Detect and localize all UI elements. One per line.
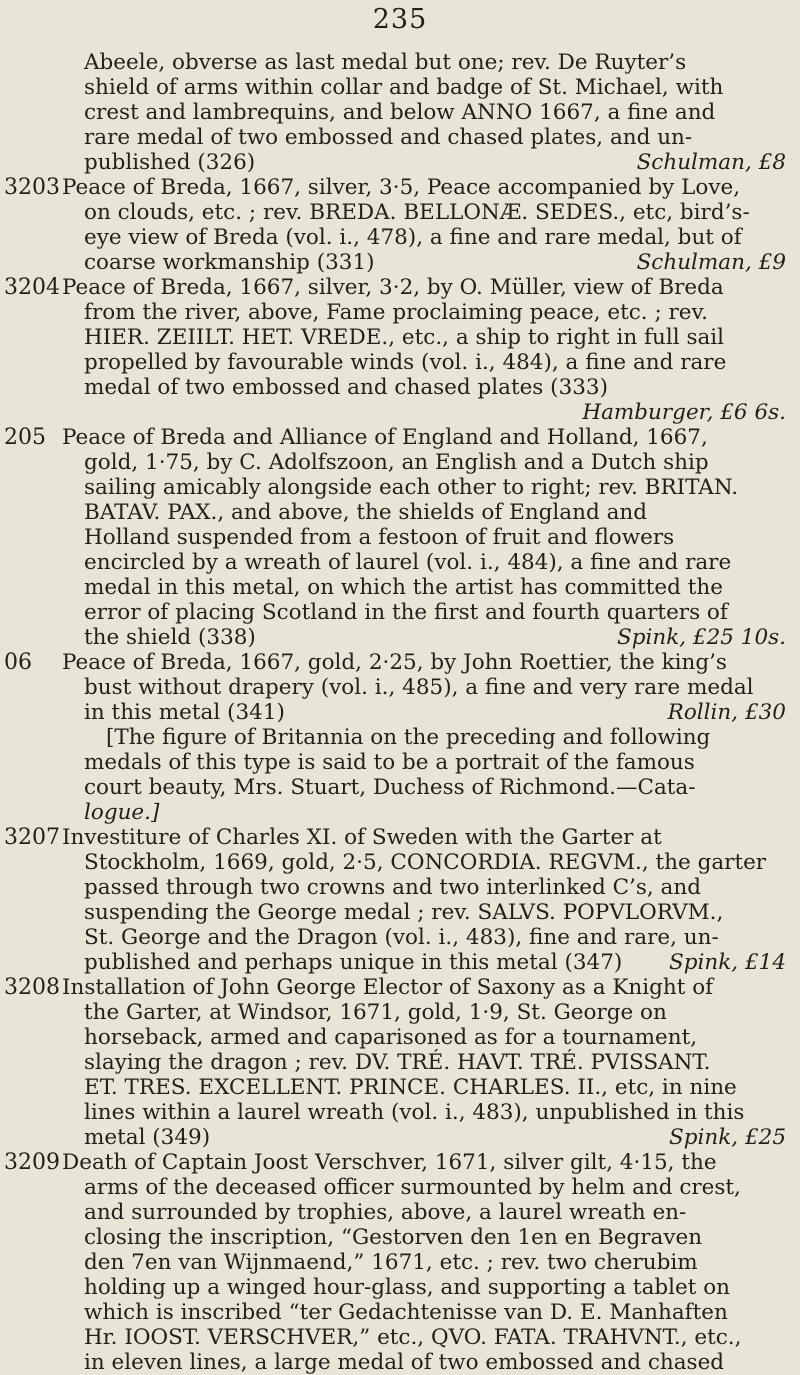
entry-line: on clouds, etc. ; rev. BREDA. BELLONÆ. SEDES., etc, bird’s- (84, 200, 750, 225)
final-line: published (326) (84, 150, 256, 175)
entry-line: BATAV. PAX., and above, the shields of England and (84, 500, 647, 525)
lot-number: 3203 (4, 175, 60, 200)
entry-line: lines within a laurel wreath (vol. i., 483), unpublished in this (84, 1100, 745, 1125)
price-row (62, 400, 786, 425)
final-line: the shield (338) (84, 625, 256, 650)
entry-line: passed through two crowns and two interlinked C’s, and (84, 875, 701, 900)
entry-line: ET. TRES. EXCELLENT. PRINCE. CHARLES. II., etc, in nine (84, 1075, 737, 1100)
catalogue-entry (0, 650, 800, 825)
entry-line: crest and lambrequins, and below ANNO 1667, a fine and (84, 100, 716, 125)
lot-number: 3207 (4, 825, 60, 850)
entry-line: Peace of Breda and Alliance of England and Holland, 1667, (62, 425, 708, 450)
entry-line: Peace of Breda, 1667, silver, 3·5, Peace accompanied by Love, (62, 175, 741, 200)
catalogue-entry (0, 425, 800, 650)
entry-line: sailing amicably alongside each other to right; rev. BRITAN. (84, 475, 739, 500)
catalogue-entries (0, 50, 800, 1375)
entry-line: eye view of Breda (vol. i., 478), a fine and rare medal, but of (84, 225, 742, 250)
entry-line: Installation of John George Elector of Saxony as a Knight of (62, 975, 714, 1000)
entry-line: closing the inscription, “Gestorven den 1en en Begraven (84, 1225, 703, 1250)
final-line: coarse workmanship (331) (84, 250, 375, 275)
entry-line: den 7en van Wijnmaend,” 1671, etc. ; rev. two cherubim (84, 1250, 698, 1275)
entry-line: suspending the George medal ; rev. SALVS. POPVLORVM., (84, 900, 724, 925)
entry-line: medal in this metal, on which the artist has committed the (84, 575, 723, 600)
price-row (62, 700, 786, 725)
entry-line: Death of Captain Joost Verschver, 1671, silver gilt, 4·15, the (62, 1150, 717, 1175)
entry-line: Stockholm, 1669, gold, 2·5, CONCORDIA. REGVM., the garter (84, 850, 767, 875)
buyer-price: Schulman, £8 (636, 150, 786, 175)
lot-number: 3209 (4, 1150, 60, 1175)
entry-line: holding up a winged hour-glass, and supporting a tablet on (84, 1275, 731, 1300)
lot-number: 06 (4, 650, 32, 675)
entry-line: medal of two embossed and chased plates (333) (84, 375, 608, 400)
entry-line: slaying the dragon ; rev. DV. TRÉ. HAVT. TRÉ. PVISSANT. (84, 1050, 711, 1075)
entry-line: in eleven lines, a large medal of two embossed and chased (84, 1350, 725, 1375)
entry-line: St. George and the Dragon (vol. i., 483), fine and rare, un- (84, 925, 719, 950)
entry-line: the Garter, at Windsor, 1671, gold, 1·9, St. George on (84, 1000, 667, 1025)
catalogue-note-line: medals of this type is said to be a portrait of the famous (84, 750, 695, 775)
price-row (62, 1125, 786, 1150)
entry-line: error of placing Scotland in the first and fourth quarters of (84, 600, 728, 625)
entry-line: Peace of Breda, 1667, silver, 3·2, by O. Müller, view of Breda (62, 275, 724, 300)
entry-line: which is inscribed “ter Gedachtenisse van D. E. Manhaften (84, 1300, 728, 1325)
price-row (62, 250, 786, 275)
catalogue-entry (0, 275, 800, 425)
entry-line: HIER. ZEIILT. HET. VREDE., etc., a ship to right in full sail (84, 325, 725, 350)
entry-line: horseback, armed and caparisoned as for a tournament, (84, 1025, 698, 1050)
buyer-price: Spink, £25 (669, 1125, 786, 1150)
page-number: 235 (372, 4, 428, 35)
catalogue-entry (0, 50, 800, 175)
entry-line: from the river, above, Fame proclaiming peace, etc. ; rev. (84, 300, 708, 325)
catalogue-note-line: [The figure of Britannia on the preceding and following (106, 725, 711, 750)
buyer-price: Schulman, £9 (636, 250, 786, 275)
catalogue-entry (0, 975, 800, 1150)
catalogue-note-line: logue.] (84, 800, 160, 825)
entry-line: and surrounded by trophies, above, a laurel wreath en- (84, 1200, 687, 1225)
entry-line: Investiture of Charles XI. of Sweden with the Garter at (62, 825, 662, 850)
final-line: published and perhaps unique in this metal (347) (84, 950, 623, 975)
catalogue-entry (0, 175, 800, 275)
entry-line: bust without drapery (vol. i., 485), a fine and very rare medal (84, 675, 754, 700)
final-line: in this metal (341) (84, 700, 285, 725)
catalogue-entry (0, 1150, 800, 1375)
entry-line: encircled by a wreath of laurel (vol. i., 484), a fine and rare (84, 550, 732, 575)
catalogue-note-line: court beauty, Mrs. Stuart, Duchess of Richmond.—Cata- (84, 775, 696, 800)
price-row (62, 150, 786, 175)
buyer-price: Rollin, £30 (667, 700, 786, 725)
lot-number: 3204 (4, 275, 60, 300)
entry-line: Peace of Breda, 1667, gold, 2·25, by John Roettier, the king’s (62, 650, 727, 675)
entry-line: Hr. IOOST. VERSCHVER,” etc., QVO. FATA. TRAHVNT., etc., (84, 1325, 742, 1350)
entry-line: shield of arms within collar and badge of St. Michael, with (84, 75, 724, 100)
lot-number: 3208 (4, 975, 60, 1000)
buyer-price: Spink, £25 10s. (616, 625, 786, 650)
buyer-price: Hamburger, £6 6s. (582, 400, 786, 425)
entry-line: arms of the deceased officer surmounted by helm and crest, (84, 1175, 741, 1200)
entry-line: gold, 1·75, by C. Adolfszoon, an English and a Dutch ship (84, 450, 709, 475)
lot-number: 205 (4, 425, 46, 450)
entry-line: Holland suspended from a festoon of fruit and flowers (84, 525, 675, 550)
buyer-price: Spink, £14 (669, 950, 786, 975)
catalogue-entry (0, 825, 800, 975)
price-row (62, 950, 786, 975)
entry-line: rare medal of two embossed and chased plates, and un- (84, 125, 693, 150)
final-line: metal (349) (84, 1125, 211, 1150)
price-row (62, 625, 786, 650)
entry-line: Abeele, obverse as last medal but one; rev. De Ruyter’s (84, 50, 687, 75)
entry-line: propelled by favourable winds (vol. i., 484), a fine and rare (84, 350, 727, 375)
